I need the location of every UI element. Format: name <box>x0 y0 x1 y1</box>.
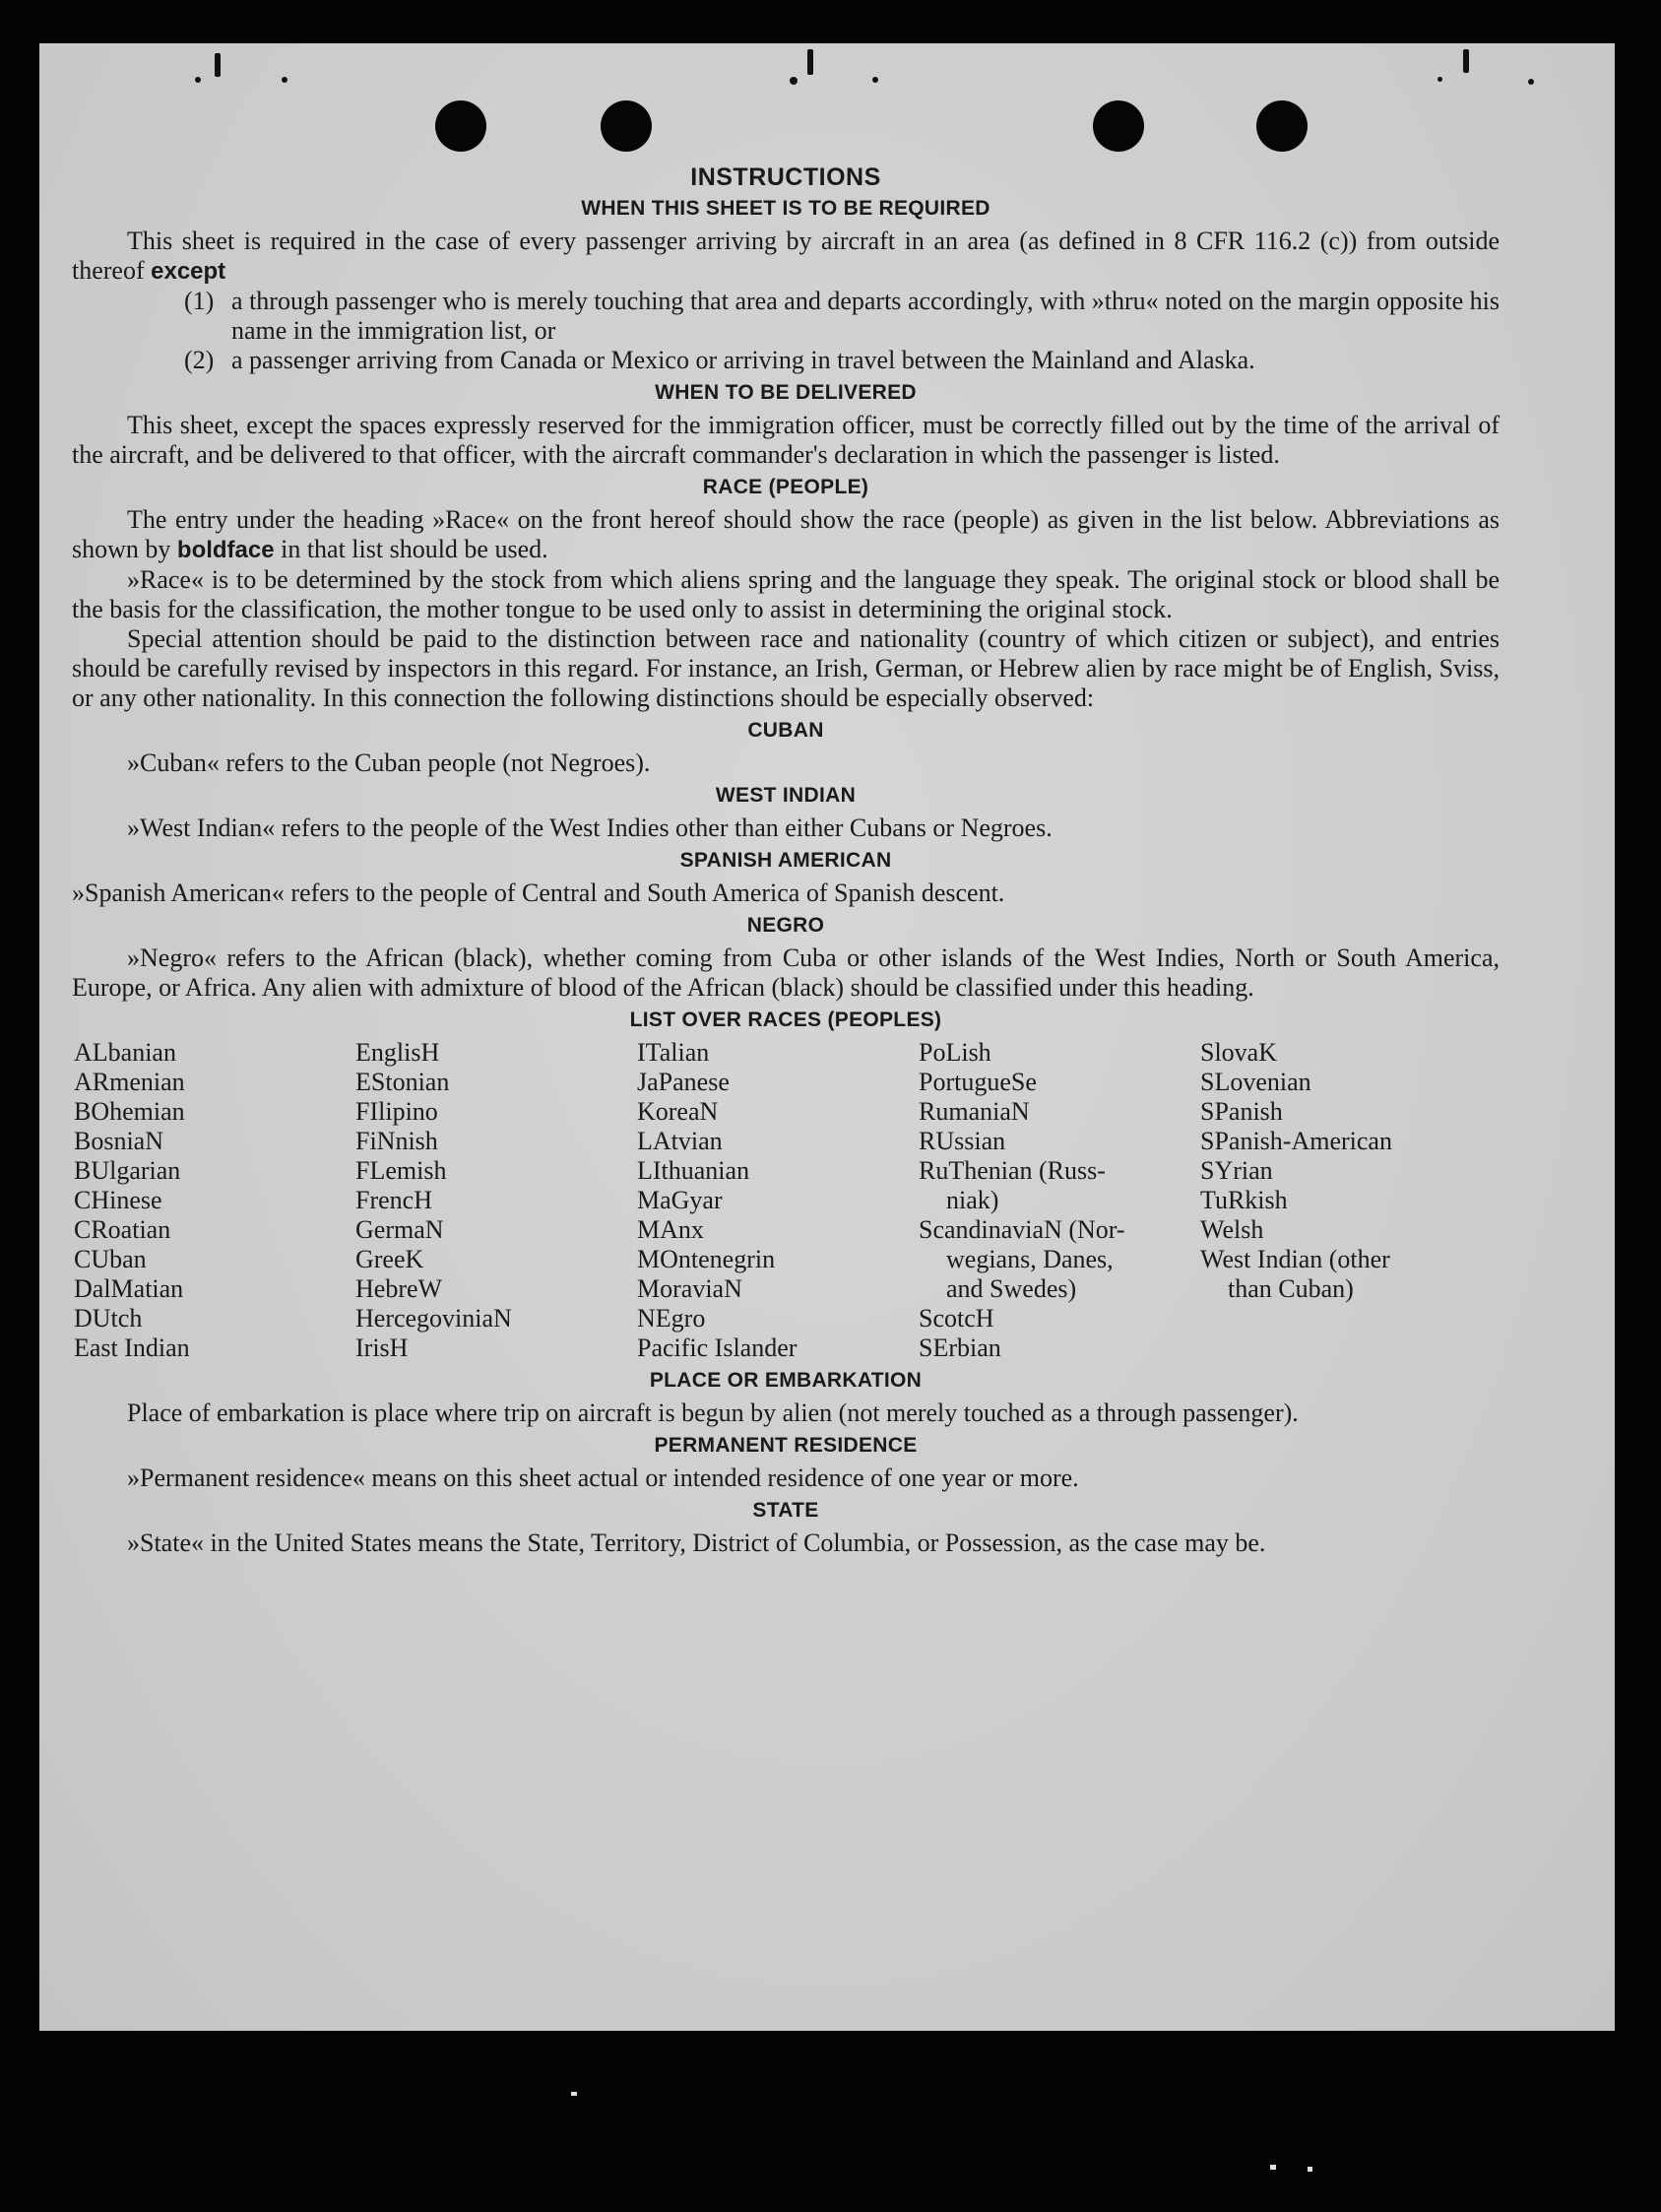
speck <box>790 77 798 85</box>
race-item: IrisH <box>355 1334 409 1362</box>
race-item: ScandinaviaN (Nor- <box>919 1215 1125 1244</box>
paragraph: »Spanish American« refers to the people of Central and South America of Spanish descent. <box>72 878 1005 907</box>
race-item: SPanish-American <box>1200 1127 1392 1155</box>
race-item: TuRkish <box>1200 1186 1288 1214</box>
race-item: EnglisH <box>355 1038 440 1067</box>
race-item: GreeK <box>355 1245 424 1273</box>
race-item: MOntenegrin <box>637 1245 776 1273</box>
race-item: LIthuanian <box>637 1156 750 1185</box>
race-item: JaPanese <box>637 1068 730 1096</box>
races-column <box>919 1038 1200 1363</box>
section-heading: RACE (PEOPLE) <box>702 476 869 498</box>
race-item: LAtvian <box>637 1127 723 1155</box>
race-item: Pacific Islander <box>637 1334 798 1362</box>
scan-speck <box>1308 2167 1312 2172</box>
punch-hole <box>435 100 486 152</box>
speck <box>1463 49 1469 73</box>
paragraph: Special attention should be paid to the distinction between race and nationality (country of which citizen or subject), and entries should be carefully revised by inspectors in this regard. For instance, an Irish, German, or Hebrew alien by race might be of English, Sviss, or any other nationality. In this connection the following distinctions should be especially observed: <box>72 624 1500 712</box>
paragraph: »Race« is to be determined by the stock from which aliens spring and the language they speak. The original stock or blood shall be the basis for the classification, the mother tongue to be used only to assist in determining the original stock. <box>72 565 1500 623</box>
race-item: niak) <box>946 1186 999 1214</box>
race-item: RumaniaN <box>919 1097 1030 1126</box>
paragraph: »West Indian« refers to the people of the West Indies other than either Cubans or Negroes. <box>127 813 1053 842</box>
race-item: SErbian <box>919 1334 1001 1362</box>
document-content <box>72 163 1500 1558</box>
section-heading: CUBAN <box>747 719 824 742</box>
race-item: FiNnish <box>355 1127 438 1155</box>
race-item: Welsh <box>1200 1215 1264 1244</box>
speck <box>872 77 878 83</box>
paragraph: »Cuban« refers to the Cuban people (not Negroes). <box>127 748 651 777</box>
race-item: ALbanian <box>74 1038 176 1067</box>
race-item: HercegoviniaN <box>355 1304 512 1333</box>
document-page <box>39 43 1615 2031</box>
race-item: KoreaN <box>637 1097 719 1126</box>
race-item: SlovaK <box>1200 1038 1277 1067</box>
paragraph: This sheet, except the spaces expressly reserved for the immigration officer, must be correctly filled out by the time of the arrival of the aircraft, and be delivered to that officer, with the aircraft commander's declaration in which the passenger is listed. <box>72 411 1500 469</box>
race-item: SPanish <box>1200 1097 1283 1126</box>
race-item: DUtch <box>74 1304 143 1333</box>
race-item: than Cuban) <box>1228 1274 1354 1303</box>
race-item: GermaN <box>355 1215 444 1244</box>
race-item: MAnx <box>637 1215 704 1244</box>
paragraph: This sheet is required in the case of every passenger arriving by aircraft in an area (as defined in 8 CFR 116.2 (c)) from outside thereof except <box>72 227 1500 285</box>
race-item: CUban <box>74 1245 147 1273</box>
races-list <box>74 1038 1500 1363</box>
speck <box>1437 77 1442 82</box>
race-item: and Swedes) <box>946 1274 1077 1303</box>
race-item: SLovenian <box>1200 1068 1311 1096</box>
paragraph: »Negro« refers to the African (black), whether coming from Cuba or other islands of the West Indies, North or South America, Europe, or Africa. Any alien with admixture of blood of the African (black) should be classified under this heading. <box>72 943 1500 1002</box>
race-item: MoraviaN <box>637 1274 742 1303</box>
speck <box>1528 79 1534 85</box>
section-heading: PERMANENT RESIDENCE <box>654 1434 918 1457</box>
punch-hole <box>1093 100 1144 152</box>
scan-speck <box>571 2092 577 2096</box>
paragraph: The entry under the heading »Race« on the front hereof should show the race (people) as given in the list below. Abbreviations as shown by boldface in that list should be used. <box>72 505 1500 563</box>
race-item: RUssian <box>919 1127 1006 1155</box>
race-item: RuThenian (Russ- <box>919 1156 1106 1185</box>
speck <box>215 53 221 77</box>
section-heading: NEGRO <box>746 914 825 937</box>
race-item: BUlgarian <box>74 1156 181 1185</box>
section-heading: WEST INDIAN <box>715 784 857 807</box>
punch-hole <box>1256 100 1308 152</box>
race-item: DalMatian <box>74 1274 184 1303</box>
race-item: CHinese <box>74 1186 162 1214</box>
section-heading: WHEN THIS SHEET IS TO BE REQUIRED <box>581 197 990 220</box>
race-item: HebreW <box>355 1274 443 1303</box>
race-item: West Indian (other <box>1200 1245 1390 1273</box>
list-item: (2) a passenger arriving from Canada or Mexico or arriving in travel between the Mainland and Alaska. <box>184 346 1255 374</box>
race-item: EStonian <box>355 1068 450 1096</box>
speck <box>807 49 813 75</box>
race-item: PortugueSe <box>919 1068 1037 1096</box>
races-column <box>1200 1038 1482 1363</box>
race-item: FrencH <box>355 1186 432 1214</box>
section-heading: SPANISH AMERICAN <box>679 849 892 872</box>
section-heading: STATE <box>752 1499 819 1522</box>
section-heading: LIST OVER RACES (PEOPLES) <box>629 1008 942 1031</box>
races-column <box>355 1038 637 1363</box>
race-item: ARmenian <box>74 1068 185 1096</box>
race-item: CRoatian <box>74 1215 171 1244</box>
paragraph: Place of embarkation is place where trip on aircraft is begun by alien (not merely touched as a through passenger). <box>127 1399 1299 1427</box>
section-heading: WHEN TO BE DELIVERED <box>655 381 917 404</box>
race-item: BosniaN <box>74 1127 163 1155</box>
speck <box>282 77 287 83</box>
races-column <box>637 1038 919 1363</box>
races-column <box>74 1038 355 1363</box>
speck <box>195 77 201 83</box>
race-item: FLemish <box>355 1156 447 1185</box>
race-item: FIlipino <box>355 1097 438 1126</box>
paragraph: »State« in the United States means the State, Territory, District of Columbia, or Possession, as the case may be. <box>127 1529 1266 1557</box>
document-title: INSTRUCTIONS <box>690 163 881 191</box>
race-item: BOhemian <box>74 1097 185 1126</box>
paragraph: »Permanent residence« means on this sheet actual or intended residence of one year or more. <box>127 1464 1079 1492</box>
race-item: SYrian <box>1200 1156 1273 1185</box>
section-heading: PLACE OR EMBARKATION <box>649 1369 923 1392</box>
race-item: PoLish <box>919 1038 991 1067</box>
race-item: East Indian <box>74 1334 190 1362</box>
race-item: MaGyar <box>637 1186 723 1214</box>
race-item: NEgro <box>637 1304 706 1333</box>
race-item: ITalian <box>637 1038 710 1067</box>
scan-speck <box>1270 2165 1276 2170</box>
race-item: wegians, Danes, <box>946 1245 1114 1273</box>
punch-hole <box>601 100 652 152</box>
list-item: (1) a through passenger who is merely touching that area and departs accordingly, with »thru« noted on the margin opposite his name in the immigration list, or <box>184 287 1500 345</box>
race-item: ScotcH <box>919 1304 994 1333</box>
